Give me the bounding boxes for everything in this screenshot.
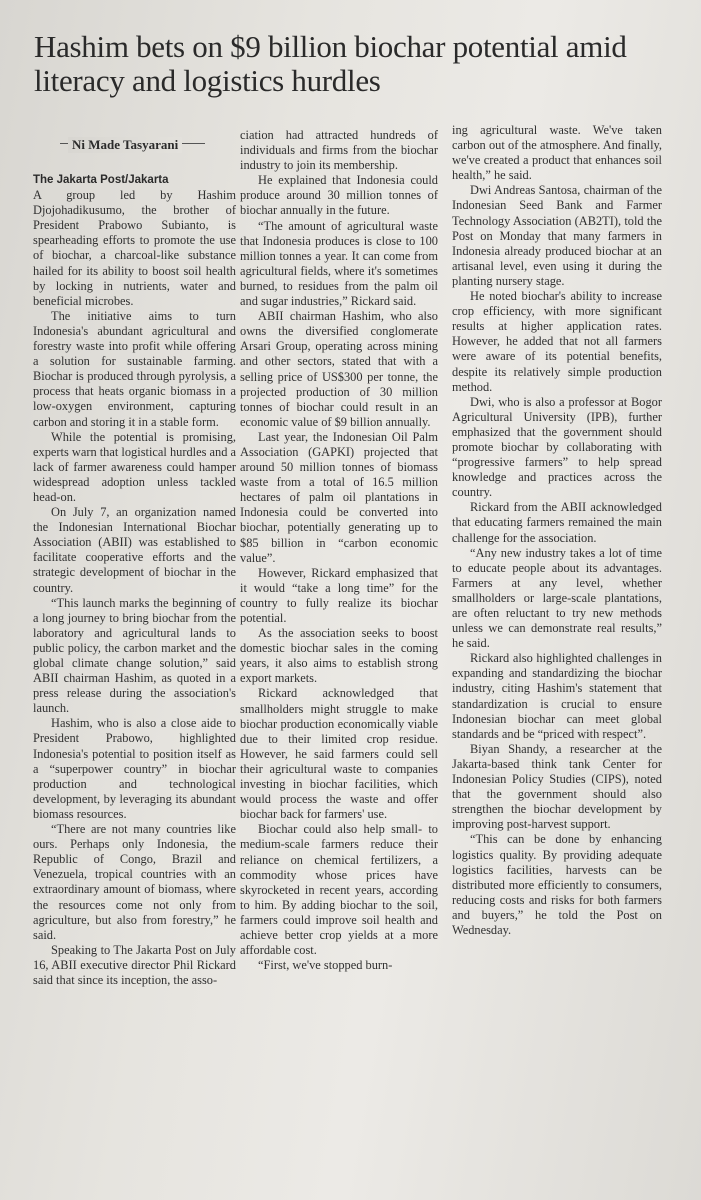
paragraph: “First, we've stopped burn- — [258, 958, 393, 973]
headline: Hashim bets on $9 billion biochar potential amid literacy and logistics hurdles — [34, 29, 627, 98]
column-3 — [452, 123, 662, 938]
paragraph: Rickard also highlighted challenges in expanding and standardizing the biochar industry, citing Hashim's statement that standardization is crucial to ensure Indonesian biochar can meet global standards and be “priced with respect”. — [452, 651, 662, 741]
paragraph: Hashim, who is also a close aide to President Prabowo, highlighted Indonesia's potential to position itself as a “superpower country” in biochar production and technological development, by leveraging its abundant biomass resources. — [33, 716, 236, 821]
paragraph: ing agricultural waste. We've taken carbon out of the atmosphere. And finally, we've created a product that enhances soil health,” he said. — [452, 123, 662, 183]
paragraph: ciation had attracted hundreds of individuals and firms from the biochar industry to join its membership. — [240, 128, 438, 173]
paragraph: While the potential is promising, experts warn that logistical hurdles and a lack of farmer awareness could hamper widespread adoption unless tackled head-on. — [33, 429, 237, 504]
paragraph: On July 7, an organization named the Indonesian International Biochar Association (ABII) was established to facilitate cooperative efforts and the strategic development of biochar in the country. — [33, 505, 236, 595]
paragraph: “This launch marks the beginning of a long journey to bring biochar from the laboratory and agricultural lands to public policy, the carbon market and the global climate change solution,” said ABII chairman Hashim, as quoted in a press release during the association's launch. — [33, 595, 236, 716]
paragraph: “There are not many countries like ours. Perhaps only Indonesia, the Republic of Congo, Brazil and Venezuela, tropical countries with an extraordinary amount of biomass, where the resources come not only from agriculture, but also from forestry,” he said. — [33, 822, 236, 942]
paragraph — [33, 172, 236, 188]
paragraph: A group led by Hashim Djojohadikusumo, the brother of President Prabowo Subianto, is spearheading efforts to promote the use of biochar, a charcoal-like substance hailed for its ability to boost soil health by locking in nutrients, water and beneficial microbes. — [33, 188, 236, 308]
paragraph: Speaking to The Jakarta Post on July 16, ABII executive director Phil Rickard said that since its inception, the asso- — [33, 942, 236, 987]
paragraph: Rickard acknowledged that smallholders might struggle to make biochar production economically viable due to their limited crop residue. However, he said farmers could sell their agricultural waste to companies investing in biochar facilities, which would process the waste and offer biochar back for farmers' use. — [240, 686, 438, 822]
byline: Ni Made Tasyarani — [68, 137, 182, 153]
paragraph: Last year, the Indonesian Oil Palm Association (GAPKI) projected that around 50 million tonnes of biomass waste from a total of 16.5 million hectares of palm oil plantations in Indonesia could be converted into biochar, potentially generating up to $85 billion in “carbon economic value”. — [240, 429, 438, 565]
paragraph: As the association seeks to boost domestic biochar sales in the coming years, it also aims to establish strong export markets. — [240, 626, 438, 686]
paragraph: He noted biochar's ability to increase crop efficiency, with more significant results at higher application rates. However, he added that not all farmers were aware of its potential benefits, despite its relatively simple production method. — [452, 289, 662, 394]
paragraph: The initiative aims to turn Indonesia's abundant agricultural and forestry waste into profit while offering a solution for sustainable farming. Biochar is produced through pyrolysis, a process that heats organic biomass in a low-oxygen environment, capturing carbon and storing it in a stable form. — [33, 308, 236, 429]
paragraph: Dwi Andreas Santosa, chairman of the Indonesian Seed Bank and Farmer Technology Association (AB2TI), told the Post on Monday that many farmers in Indonesia already produced biochar at an artisanal level, even using it during the planting nursery stage. — [452, 183, 662, 288]
paragraph: ABII chairman Hashim, who also owns the diversified conglomerate Arsari Group, operating across mining and other sectors, stated that with a selling price of US$300 per tonne, the projected production of 30 million tonnes of biochar could result in an economic value of $9 billion annually. — [240, 309, 438, 429]
paragraph: However, Rickard emphasized that it would “take a long time” for the country to fully realize its biochar potential. — [240, 565, 438, 625]
dateline: The Jakarta Post/Jakarta — [33, 174, 169, 186]
paragraph: Dwi, who is also a professor at Bogor Agricultural University (IPB), further emphasized that the government should promote biochar by collaborating with “progressive farmers” to help spread knowledge and practices across the country. — [452, 394, 662, 500]
paragraph: He explained that Indonesia could produce around 30 million tonnes of biochar annually in the future. — [240, 173, 438, 218]
paragraph: Biyan Shandy, a researcher at the Jakarta-based think tank Center for Indonesian Policy Studies (CIPS), noted that the government should also strengthen the biochar development by improving post-harvest support. — [452, 741, 662, 832]
paragraph: “This can be done by enhancing logistics quality. By providing adequate logistics facilities, harvests can be distributed more efficiently to consumers, reducing costs and risks for both farmers and buyers,” he told the Post on Wednesday. — [452, 832, 662, 937]
paragraph: Rickard from the ABII acknowledged that educating farmers remained the main challenge for the association. — [452, 500, 662, 545]
paragraph: “The amount of agricultural waste that Indonesia produces is close to 100 million tonnes a year. It can come from agricultural fields, where it's sometimes burned, to residues from the palm oil and sugar industries,” Rickard said. — [240, 218, 438, 309]
paragraph: “Any new industry takes a lot of time to educate people about its advantages. Farmers at any level, whether smallholders or large-scale plantations, are often reluctant to try new methods unless we can demonstrate real results,” he said. — [452, 545, 662, 651]
column-1 — [33, 172, 236, 988]
column-2 — [240, 128, 438, 973]
paragraph: Biochar could also help small- to medium-scale farmers reduce their reliance on chemical fertilizers, a commodity whose prices have skyrocketed in recent years, according to him. By adding biochar to the soil, farmers could improve soil health and achieve better crop yields at a more affordable cost. — [240, 822, 438, 958]
